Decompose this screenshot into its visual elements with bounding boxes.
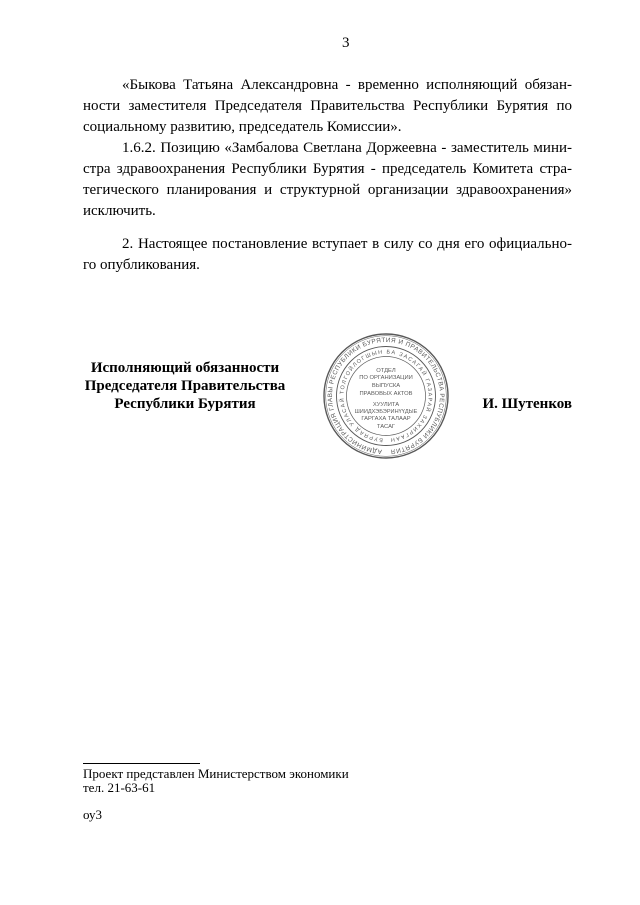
document-code: оу3 [83, 807, 103, 822]
seal-center-line: ШИИДХЭБЭРИНҮҮДЫЕ [354, 409, 418, 415]
paragraph-line: исключить. [83, 203, 156, 219]
paragraph-line: социальному развитию, председатель Комиссии». [83, 119, 402, 135]
seal-center-line: ХУУЛИТА [372, 402, 400, 408]
paragraph-line: 1.6.2. Позицию «Замбалова Светлана Доржеевна - заместитель мини- [122, 140, 572, 156]
paragraph-line: 2. Настоящее постановление вступает в силу со дня его официально- [122, 236, 572, 252]
footnote-line: тел. 21-63-61 [83, 780, 156, 795]
paragraph-item-1-6-2 [83, 138, 572, 222]
seal-center-line: ПО ОРГАНИЗАЦИИ [359, 375, 413, 381]
seal-outer-ring-path-text: АДМИНИСТРАЦИЯ ГЛАВЫ РЕСПУБЛИКИ БУРЯТИЯ И ПРАВИТЕЛЬСТВА РЕСПУБЛИКИ БУРЯТИЯ [326, 336, 446, 455]
footnote [83, 767, 349, 795]
signatory-position-line: Республики Бурятия [114, 396, 256, 412]
paragraph-entry-into-force [83, 234, 572, 276]
signatory-position [80, 359, 290, 413]
seal-center-line: ОТДЕЛ [376, 368, 396, 374]
seal-center-line: ВЫПУСКА [371, 383, 401, 389]
seal-center-line: ГАРГАХА ТАЛААР [361, 416, 411, 422]
footnote-separator [83, 763, 200, 764]
paragraph-line: го опубликования. [83, 257, 200, 273]
paragraph-line: стра здравоохранения Республики Бурятия - председатель Комитета стра- [83, 161, 572, 177]
paragraph-line: ности заместителя Председателя Правительства Республики Бурятия по [83, 98, 572, 114]
official-seal [322, 332, 450, 460]
page-number: 3 [342, 35, 350, 51]
signatory-position-line: Председателя Правительства [84, 378, 286, 394]
paragraph-line: «Быкова Татьяна Александровна - временно исполняющий обязан- [122, 77, 572, 93]
paragraph-line: тегического планирования и структурной организации здравоохранения» [83, 182, 572, 198]
seal-inner-ring-path-text: БУРЯАД УЛАСАЙ ТОЛГОЙЛОГШЫН БА ЗАСАГАЙ ГАЗАРАЙ ЗАХИРГААН [339, 349, 433, 443]
seal-center-line: ПРАВОВЫХ АКТОВ [359, 391, 413, 397]
signatory-name: И. Шутенков [482, 396, 572, 412]
paragraph-chair-position [83, 75, 572, 138]
seal-center-line: ТАСАГ [376, 424, 396, 430]
footnote-line: Проект представлен Министерством экономики [83, 766, 349, 781]
signatory-position-line: Исполняющий обязанности [90, 360, 280, 376]
